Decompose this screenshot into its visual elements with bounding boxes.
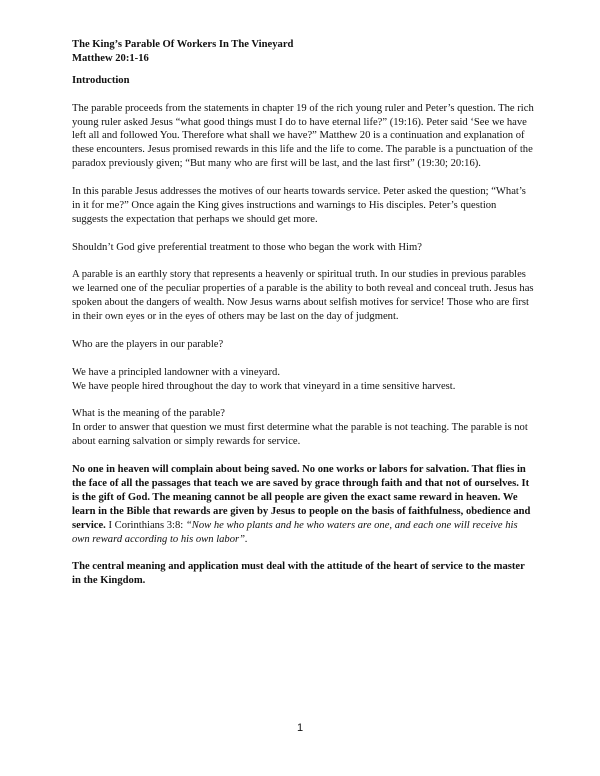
players-landowner: We have a principled landowner with a vineyard. bbox=[72, 366, 281, 378]
players-workers: We have people hired throughout the day to work that vineyard in a time sensitive harvest. bbox=[72, 380, 456, 392]
paragraph-players-question: Who are the players in our parable? bbox=[72, 338, 224, 350]
corinthians-quote: “Now he who plants and he who waters are one, and each one will receive his own reward according to his own labor”. bbox=[72, 519, 518, 545]
corinthians-reference: I Corinthians 3:8: bbox=[105, 519, 186, 531]
paragraph-meaning bbox=[72, 407, 534, 449]
title-line: The King’s Parable Of Workers In The Vineyard bbox=[72, 39, 294, 50]
document-body bbox=[72, 38, 534, 602]
salvation-bold-text: No one in heaven will complain about being saved. No one works or labors for salvation. That flies in the face of all the passages that teach we are saved by grace through faith and that not of ourselves. It is the gift of God. The meaning cannot be all people are given the exact same reward in heaven. We learn in the Bible that rewards are given by Jesus to people on the basis of faithfulness, obedience and service. bbox=[72, 464, 531, 531]
paragraph-salvation bbox=[72, 463, 534, 546]
meaning-question: What is the meaning of the parable? bbox=[72, 408, 225, 420]
paragraph-central-meaning: The central meaning and application must deal with the attitude of the heart of service to the master in the Kingdom. bbox=[72, 561, 525, 587]
page-number: 1 bbox=[296, 722, 304, 734]
paragraph-players bbox=[72, 366, 534, 394]
section-heading-introduction: Introduction bbox=[72, 74, 130, 86]
paragraph-context: The parable proceeds from the statements in chapter 19 of the rich young ruler and Peter’s question. The rich young ruler asked Jesus “what good things must I do to have eternal life?” (19:16). Peter said ‘See we have left all and followed You. Therefore what shall we have?” Matthew 20 is a continuation and explanation of these encounters. Jesus promised rewards in this life and the life to come. The parable is a punctuation of the paradox previously given; “But many who are first will be last, and the last first” (19:30; 20:16). bbox=[72, 102, 534, 170]
document-title bbox=[72, 38, 534, 66]
paragraph-motives: In this parable Jesus addresses the motives of our hearts towards service. Peter asked the question; “What’s in it for me?” Once again the King gives instructions and warnings to His disciples. Peter’s question suggests the expectation that perhaps we should get more. bbox=[72, 186, 526, 225]
scripture-reference: Matthew 20:1-16 bbox=[72, 52, 149, 64]
paragraph-question: Shouldn’t God give preferential treatment to those who began the work with Him? bbox=[72, 241, 422, 253]
paragraph-parable-definition: A parable is an earthly story that represents a heavenly or spiritual truth. In our studies in previous parables we learned one of the peculiar properties of a parable is the ability to both reveal and conceal truth. Jesus has spoken about the dangers of wealth. Now Jesus warns about selfish motives for service! Those who are first in their own eyes or in the eyes of others may be last on the day of judgment. bbox=[72, 269, 534, 323]
meaning-answer: In order to answer that question we must first determine what the parable is not teaching. The parable is not about earning salvation or simply rewards for service. bbox=[72, 422, 528, 448]
